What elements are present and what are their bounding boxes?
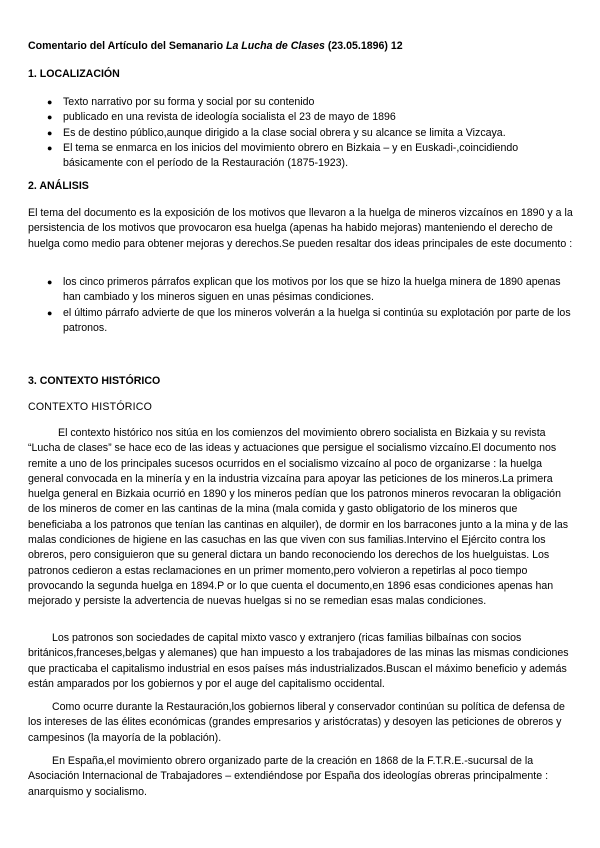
section-1-heading: 1. LOCALIZACIÓN xyxy=(28,68,120,80)
document-title xyxy=(28,40,574,52)
list-item xyxy=(28,95,574,110)
section-3-paragraph-1: El contexto histórico nos sitúa en los comienzos del movimiento obrero socialista en Bizkaia y su revista “Lucha de clases” se hace eco de las ideas y actuaciones que persigue el socialismo vizcaíno.El documento nos remite a uno de los principales sucesos ocurridos en el socialismo vizcaíno al poco de organizarse : la huelga general convocada en la minería y en la industria vizcaína para apoyar las peticiones de los mineros.La primera huelga general en Bizkaia ocurrió en 1890 y los mineros pedían que los patronos mineros revocaran la obligación de los mineros de comer en las cantinas de la mina (mala comida y gasto obligatorio de los mineros que beneficiaba a los patronos que tenían las cantinas en alquiler), de dormir en los barracones junto a la mina y de las malas condiciones de higiene en las casuchas en las que viven con sus familias.Intervino el Ejército contra los obreros, pero consiguieron que su general dictara un bando reconociendo los derechos de los huelguistas. Los patronos cedieron a estas reclamaciones en un primer momento,pero volvieron a repetirlas al poco tiempo provocando la segunda huelga en 1894.P or lo que cuenta el documento,en 1896 esas condiciones apenas han mejorado y persiste la advertencia de nuevas huelgas si no se remedian esas malas condiciones. xyxy=(28,427,569,608)
list-item xyxy=(28,275,574,306)
list-item xyxy=(28,126,574,141)
list-item-text: el último párrafo advierte de que los mineros volverán a la huelga si continúa su explotación por parte de los patronos. xyxy=(63,306,571,334)
bullet-icon: ● xyxy=(47,112,53,123)
bullet-icon: ● xyxy=(47,127,53,138)
section-3-heading: 3. CONTEXTO HISTÓRICO xyxy=(28,375,161,387)
section-1-bullet-list xyxy=(28,95,574,171)
bullet-icon: ● xyxy=(47,277,53,287)
title-prefix: Comentario del Artículo del Semanario xyxy=(28,40,226,52)
bullet-icon: ● xyxy=(47,142,53,153)
title-italic: La Lucha de Clases xyxy=(226,40,325,52)
list-item xyxy=(28,110,574,125)
list-item-text: publicado en una revista de ideología socialista el 23 de mayo de 1896 xyxy=(63,111,396,124)
list-item xyxy=(28,306,574,337)
section-2-bullet-list xyxy=(28,275,574,336)
section-2-heading: 2. ANÁLISIS xyxy=(28,180,89,192)
title-suffix: (23.05.1896) 12 xyxy=(324,40,403,52)
section-3-paragraph-3: Como ocurre durante la Restauración,los gobiernos liberal y conservador continúan su política de defensa de los intereses de las élites económicas (grandes empresarios y aristócratas) y desoyen las peticiones de obreros y campesinos (la mayoría de la población). xyxy=(28,701,565,744)
list-item-text: los cinco primeros párrafos explican que los motivos por los que se hizo la huelga minera de 1890 apenas han cambiado y los mineros siguen en unas pésimas condiciones. xyxy=(63,276,561,304)
section-3-paragraph-2: Los patronos son sociedades de capital mixto vasco y extranjero (ricas familias bilbaínas con socios británicos,franceses,belgas y alemanes) que han impuesto a los trabajadores de las minas las mismas condiciones que practicaba el capitalismo industrial en esos países más industrializados.Buscan el máximo beneficio y además están amparados por los gobiernos y por el auge del capitalismo occidental. xyxy=(28,632,569,690)
list-item-text: Es de destino público,aunque dirigido a la clase social obrera y su alcance se limita a Vizcaya. xyxy=(63,126,506,139)
list-item-text: El tema se enmarca en los inicios del movimiento obrero en Bizkaia – y en Euskadi-,coincidiendo básicamente con el período de la Restauración (1875-1923). xyxy=(63,141,519,170)
list-item-text: Texto narrativo por su forma y social por su contenido xyxy=(63,96,315,108)
list-item xyxy=(28,141,574,172)
section-2-paragraph: El tema del documento es la exposición de los motivos que llevaron a la huelga de mineros vizcaínos en 1890 y a la persistencia de los motivos que provocaron esa huelga (apenas ha habido mejoras) manteniendo el derecho de huelga como medio para obtener mejoras y derechos.Se pueden resaltar dos ideas principales de este documento : xyxy=(28,207,573,250)
section-3-paragraph-4: En España,el movimiento obrero organizado parte de la creación en 1868 de la F.T.R.E.-sucursal de la Asociación Internacional de Trabajadores – extendiéndose por España dos ideologías obreras principalmente : anarquismo y socialismo. xyxy=(28,755,549,798)
bullet-icon: ● xyxy=(47,97,53,107)
section-3-subheading: CONTEXTO HISTÓRICO xyxy=(28,401,153,413)
bullet-icon: ● xyxy=(47,307,53,318)
